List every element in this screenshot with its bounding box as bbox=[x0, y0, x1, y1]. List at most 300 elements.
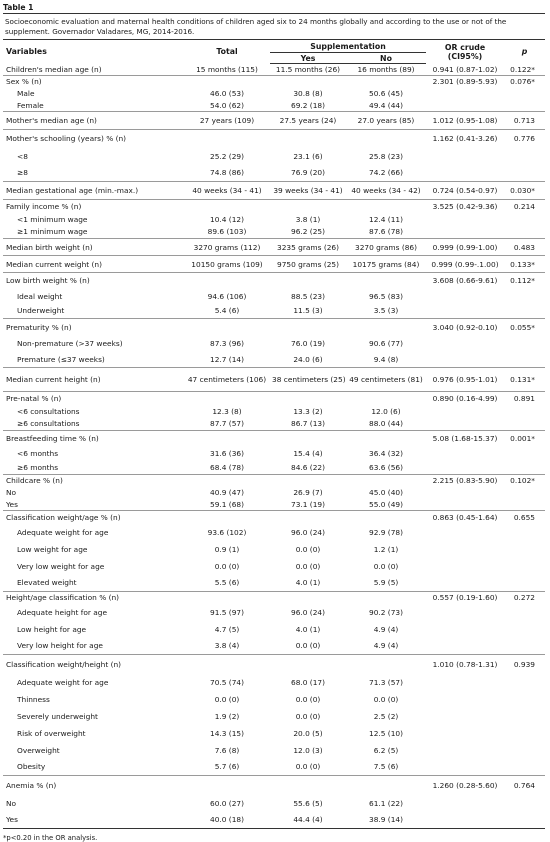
row-no-value: 4.9 (4) bbox=[373, 624, 399, 634]
row-variable-label: Low height for age bbox=[17, 624, 87, 634]
row-no-value: 25.8 (23) bbox=[369, 151, 403, 161]
row-variable-label: Severely underweight bbox=[17, 711, 98, 721]
table-row bbox=[3, 304, 545, 319]
row-yes-value: 0.0 (0) bbox=[295, 711, 321, 721]
row-yes-value: 24.0 (6) bbox=[293, 354, 323, 364]
row-or-value bbox=[426, 499, 504, 511]
row-p-value bbox=[504, 558, 545, 575]
table-row bbox=[3, 148, 545, 165]
row-p-value bbox=[504, 691, 545, 708]
table-row bbox=[3, 130, 545, 148]
header-supplementation: Supplementation bbox=[270, 40, 426, 53]
row-p-value bbox=[504, 100, 545, 112]
row-yes-value: 13.3 (2) bbox=[293, 406, 323, 416]
row-p-value bbox=[504, 638, 545, 655]
row-no-value: 49.4 (44) bbox=[369, 100, 403, 110]
row-variable-label: Ideal weight bbox=[17, 291, 63, 301]
table-row bbox=[3, 592, 545, 604]
table-row bbox=[3, 499, 545, 511]
row-p-value bbox=[504, 418, 545, 431]
row-variable-label: Male bbox=[17, 89, 35, 98]
table-row bbox=[3, 273, 545, 289]
row-total-value: 87.7 (57) bbox=[210, 419, 244, 429]
row-p-value: 0.133* bbox=[504, 256, 545, 273]
row-or-value bbox=[426, 336, 504, 352]
row-p-value: 0.764 bbox=[504, 776, 545, 795]
row-yes-value: 0.0 (0) bbox=[295, 694, 321, 704]
row-or-value bbox=[426, 691, 504, 708]
row-total-value: 27 years (109) bbox=[184, 112, 270, 130]
table-row bbox=[3, 759, 545, 776]
row-or-value: 1.260 (0.28-5.60) bbox=[426, 776, 504, 795]
row-no-value bbox=[346, 392, 426, 405]
row-total-value: 3270 grams (112) bbox=[184, 239, 270, 256]
row-variable-label: Anemia % (n) bbox=[3, 776, 184, 795]
row-or-value bbox=[426, 418, 504, 431]
row-yes-value bbox=[270, 319, 346, 336]
row-p-value: 0.122* bbox=[510, 64, 535, 74]
table-row bbox=[3, 487, 545, 499]
row-total-value: 0.0 (0) bbox=[214, 561, 240, 571]
row-yes-value: 3235 grams (26) bbox=[270, 239, 346, 256]
row-total-value: 40 weeks (34 - 41) bbox=[184, 182, 270, 200]
table-row bbox=[3, 165, 545, 182]
row-no-value: 71.3 (57) bbox=[369, 677, 403, 687]
row-yes-value: 23.1 (6) bbox=[293, 151, 323, 161]
row-variable-label: Median birth weight (n) bbox=[3, 239, 184, 256]
row-total-value: 5.4 (6) bbox=[214, 306, 240, 316]
row-p-value bbox=[504, 708, 545, 725]
row-yes-value: 39 weeks (34 - 41) bbox=[270, 182, 346, 200]
row-p-value bbox=[504, 795, 545, 812]
row-total-value bbox=[184, 319, 270, 336]
row-no-value: 38.9 (14) bbox=[346, 812, 426, 829]
row-or-value bbox=[426, 604, 504, 621]
row-total-value: 40.0 (18) bbox=[184, 812, 270, 829]
row-total-value: 25.2 (29) bbox=[210, 151, 244, 161]
row-no-value bbox=[346, 273, 426, 289]
row-variable-label: Female bbox=[17, 100, 44, 110]
row-no-value: 16 months (89) bbox=[357, 65, 415, 74]
header-p bbox=[504, 40, 545, 64]
table-row bbox=[3, 289, 545, 304]
row-total-value: 5.5 (6) bbox=[214, 578, 240, 588]
row-no-value: 40 weeks (34 - 42) bbox=[346, 182, 426, 200]
row-no-value bbox=[346, 475, 426, 487]
row-yes-value bbox=[270, 592, 346, 604]
row-yes-value bbox=[270, 130, 346, 148]
table-row bbox=[3, 76, 545, 88]
row-p-value bbox=[504, 304, 545, 319]
row-no-value bbox=[346, 431, 426, 447]
row-no-value: 96.5 (83) bbox=[369, 291, 403, 301]
row-or-value: 5.08 (1.68-15.37) bbox=[426, 431, 504, 447]
row-p-value bbox=[504, 289, 545, 304]
row-yes-value: 0.0 (0) bbox=[295, 544, 321, 554]
row-total-value bbox=[184, 76, 270, 88]
table-row bbox=[3, 213, 545, 226]
table-row bbox=[3, 524, 545, 541]
row-variable-label: Thinness bbox=[17, 694, 50, 704]
row-no-value: 5.9 (5) bbox=[373, 578, 399, 588]
row-variable-label: Yes bbox=[6, 499, 18, 509]
row-p-value bbox=[504, 352, 545, 368]
row-total-value: 91.5 (97) bbox=[210, 607, 244, 617]
row-or-value bbox=[426, 708, 504, 725]
row-p-value: 0.655 bbox=[504, 511, 545, 524]
row-or-value bbox=[426, 405, 504, 418]
row-yes-value: 86.7 (13) bbox=[291, 419, 325, 429]
row-or-value: 1.012 (0.95-1.08) bbox=[426, 112, 504, 130]
row-yes-value: 11.5 (3) bbox=[293, 306, 323, 316]
row-or-value bbox=[426, 575, 504, 592]
table-row bbox=[3, 725, 545, 742]
row-no-value: 6.2 (5) bbox=[373, 745, 399, 755]
row-or-value bbox=[426, 759, 504, 776]
row-yes-value bbox=[270, 273, 346, 289]
row-or-value: 0.724 (0.54-0.97) bbox=[426, 182, 504, 200]
table-row bbox=[3, 319, 545, 336]
row-total-value bbox=[184, 431, 270, 447]
row-variable-label: Family income % (n) bbox=[3, 200, 184, 213]
row-or-value bbox=[426, 461, 504, 475]
row-yes-value: 76.9 (20) bbox=[291, 168, 325, 178]
row-or-value: 0.999 (0.99-.1.00) bbox=[426, 256, 504, 273]
table-row bbox=[3, 742, 545, 759]
table-row bbox=[3, 776, 545, 795]
row-no-value bbox=[346, 592, 426, 604]
row-total-value: 14.3 (15) bbox=[210, 728, 244, 738]
row-or-value bbox=[426, 558, 504, 575]
row-variable-label: Breastfeeding time % (n) bbox=[3, 431, 184, 447]
table-footnote: *p<0.20 in the OR analysis. bbox=[3, 834, 98, 842]
row-p-value: 0.076* bbox=[504, 76, 545, 88]
row-or-value bbox=[426, 304, 504, 319]
row-no-value: 49 centimeters (81) bbox=[346, 368, 426, 392]
row-p-value bbox=[504, 575, 545, 592]
row-no-value: 10175 grams (84) bbox=[346, 256, 426, 273]
row-no-value: 61.1 (22) bbox=[369, 798, 403, 808]
row-p-value: 0.776 bbox=[504, 130, 545, 148]
table-header bbox=[3, 40, 545, 64]
header-or-crude: OR crude (CI95%) bbox=[426, 40, 504, 64]
table-row bbox=[3, 558, 545, 575]
row-p-value bbox=[504, 742, 545, 759]
row-or-value: 1.010 (0.78-1.31) bbox=[426, 655, 504, 674]
row-total-value: 10150 grams (109) bbox=[184, 256, 270, 273]
table-row bbox=[3, 336, 545, 352]
row-yes-value bbox=[270, 431, 346, 447]
row-or-value bbox=[426, 524, 504, 541]
row-yes-value: 27.5 years (24) bbox=[270, 112, 346, 130]
row-p-value bbox=[504, 759, 545, 776]
row-total-value: 40.9 (47) bbox=[210, 488, 244, 497]
row-p-value bbox=[504, 812, 545, 829]
row-yes-value bbox=[270, 76, 346, 88]
row-or-value bbox=[426, 742, 504, 759]
row-p-value: 0.483 bbox=[504, 239, 545, 256]
row-p-value: 0.713 bbox=[504, 112, 545, 130]
row-yes-value: 55.6 (5) bbox=[293, 798, 323, 808]
row-no-value bbox=[346, 200, 426, 213]
row-no-value bbox=[346, 776, 426, 795]
row-yes-value: 3.8 (1) bbox=[295, 214, 321, 224]
row-p-value: 0.055* bbox=[504, 319, 545, 336]
row-variable-label: Elevated weight bbox=[17, 578, 77, 588]
row-p-value bbox=[504, 165, 545, 182]
row-total-value: 5.7 (6) bbox=[214, 762, 240, 772]
table-caption: Socioeconomic evaluation and maternal health conditions of children aged six to 24 months globally and according to the use or not of the supplement. Governador Valadares, MG, 2014-2016. bbox=[3, 13, 545, 39]
row-variable-label: Very low weight for age bbox=[17, 561, 105, 571]
row-p-value bbox=[504, 674, 545, 691]
table-row bbox=[3, 64, 545, 76]
row-or-value bbox=[426, 213, 504, 226]
row-yes-value: 0.0 (0) bbox=[295, 641, 321, 651]
row-p-value: 0.939 bbox=[504, 655, 545, 674]
row-no-value: 3270 grams (86) bbox=[346, 239, 426, 256]
row-no-value bbox=[346, 319, 426, 336]
row-p-value bbox=[504, 487, 545, 499]
row-p-value bbox=[504, 461, 545, 475]
row-or-value: 0.941 (0.87-1.02) bbox=[432, 64, 498, 74]
row-variable-label: Children's median age (n) bbox=[6, 64, 102, 74]
row-yes-value: 4.0 (1) bbox=[295, 624, 321, 634]
row-variable-label: Sex % (n) bbox=[3, 76, 184, 88]
row-or-value: 3.525 (0.42-9.36) bbox=[426, 200, 504, 213]
row-yes-value: 96.0 (24) bbox=[291, 527, 325, 537]
table-row bbox=[3, 100, 545, 112]
row-total-value bbox=[184, 776, 270, 795]
row-yes-value: 96.2 (25) bbox=[291, 227, 325, 237]
row-total-value: 89.6 (103) bbox=[207, 227, 247, 237]
row-yes-value: 11.5 months (26) bbox=[275, 65, 341, 74]
row-yes-value bbox=[270, 511, 346, 524]
row-total-value: 70.5 (74) bbox=[210, 677, 244, 687]
row-or-value bbox=[426, 725, 504, 742]
row-total-value: 68.4 (78) bbox=[210, 462, 244, 472]
row-total-value: 3.8 (4) bbox=[214, 641, 240, 651]
row-p-value bbox=[504, 405, 545, 418]
row-p-value bbox=[504, 499, 545, 511]
row-total-value bbox=[184, 655, 270, 674]
table-row bbox=[3, 418, 545, 431]
row-no-value: 55.0 (49) bbox=[369, 499, 403, 509]
row-total-value: 46.0 (53) bbox=[210, 89, 244, 98]
table-row bbox=[3, 575, 545, 592]
table-row bbox=[3, 795, 545, 812]
table-body bbox=[3, 64, 545, 829]
row-total-value: 60.0 (27) bbox=[210, 798, 244, 808]
row-total-value: 31.6 (36) bbox=[210, 449, 244, 458]
row-or-value: 0.890 (0.16-4.99) bbox=[426, 392, 504, 405]
row-variable-label: Mother's median age (n) bbox=[3, 112, 184, 130]
row-variable-label: ≥8 bbox=[17, 168, 28, 178]
table-row bbox=[3, 405, 545, 418]
row-p-value bbox=[504, 336, 545, 352]
table-row bbox=[3, 447, 545, 461]
row-total-value bbox=[184, 392, 270, 405]
row-or-value bbox=[426, 812, 504, 829]
row-or-value: 3.608 (0.66-9.61) bbox=[426, 273, 504, 289]
row-no-value: 50.6 (45) bbox=[369, 89, 403, 98]
row-yes-value bbox=[270, 776, 346, 795]
row-total-value bbox=[184, 200, 270, 213]
table-row bbox=[3, 621, 545, 638]
row-yes-value: 0.0 (0) bbox=[295, 762, 321, 772]
row-variable-label: Mother's schooling (years) % (n) bbox=[3, 130, 184, 148]
row-p-value bbox=[504, 621, 545, 638]
row-no-value: 9.4 (8) bbox=[373, 354, 399, 364]
table-row bbox=[3, 691, 545, 708]
row-p-value bbox=[504, 226, 545, 239]
row-p-value bbox=[504, 541, 545, 558]
row-yes-value: 30.8 (8) bbox=[293, 89, 323, 98]
row-no-value: 12.5 (10) bbox=[369, 728, 403, 738]
table-row bbox=[3, 511, 545, 524]
row-yes-value: 38 centimeters (25) bbox=[270, 368, 346, 392]
table-row bbox=[3, 674, 545, 691]
data-table bbox=[3, 39, 545, 829]
row-or-value bbox=[426, 487, 504, 499]
row-or-value bbox=[426, 638, 504, 655]
row-p-value bbox=[504, 604, 545, 621]
row-or-value: 2.215 (0.83-5.90) bbox=[426, 475, 504, 487]
row-no-value: 88.0 (44) bbox=[369, 419, 403, 429]
table-row bbox=[3, 812, 545, 829]
table-row bbox=[3, 88, 545, 100]
header-p-text: p bbox=[521, 47, 528, 57]
row-variable-label: No bbox=[6, 488, 17, 497]
row-variable-label: Childcare % (n) bbox=[3, 475, 184, 487]
row-variable-label: <8 bbox=[17, 151, 28, 161]
table-row bbox=[3, 431, 545, 447]
row-no-value: 0.0 (0) bbox=[373, 561, 399, 571]
row-yes-value bbox=[270, 200, 346, 213]
row-variable-label: Overweight bbox=[17, 745, 60, 755]
row-yes-value: 88.5 (23) bbox=[291, 291, 325, 301]
row-variable-label: Low birth weight % (n) bbox=[3, 273, 184, 289]
table-row bbox=[3, 352, 545, 368]
row-variable-label: Classification weight/age % (n) bbox=[3, 511, 184, 524]
row-or-value bbox=[426, 165, 504, 182]
row-variable-label: Adequate weight for age bbox=[17, 527, 109, 537]
row-p-value bbox=[504, 148, 545, 165]
row-total-value: 54.0 (62) bbox=[210, 100, 244, 110]
row-no-value: 90.2 (73) bbox=[369, 607, 403, 617]
row-variable-label: Median current height (n) bbox=[3, 368, 184, 392]
row-no-value: 63.6 (56) bbox=[369, 462, 403, 472]
table-row bbox=[3, 226, 545, 239]
table-label: Table 1 bbox=[3, 3, 34, 12]
row-variable-label: Adequate height for age bbox=[17, 607, 108, 617]
row-total-value: 1.9 (2) bbox=[214, 711, 240, 721]
row-variable-label: Underweight bbox=[17, 306, 65, 316]
row-or-value: 3.040 (0.92-0.10) bbox=[426, 319, 504, 336]
row-p-value: 0.214 bbox=[504, 200, 545, 213]
header-total: Total bbox=[184, 40, 270, 64]
table-row bbox=[3, 368, 545, 392]
row-no-value: 0.0 (0) bbox=[373, 694, 399, 704]
table-row bbox=[3, 256, 545, 273]
row-or-value: 0.557 (0.19-1.60) bbox=[426, 592, 504, 604]
row-total-value: 12.7 (14) bbox=[210, 354, 244, 364]
row-p-value bbox=[504, 213, 545, 226]
row-total-value bbox=[184, 273, 270, 289]
row-variable-label: Non-premature (>37 weeks) bbox=[17, 339, 123, 348]
row-no-value: 12.4 (11) bbox=[369, 214, 403, 224]
row-yes-value: 84.6 (22) bbox=[291, 462, 325, 472]
table-row bbox=[3, 392, 545, 405]
row-p-value bbox=[504, 524, 545, 541]
row-variable-label: Median current weight (n) bbox=[3, 256, 184, 273]
row-p-value: 0.030* bbox=[504, 182, 545, 200]
row-or-value bbox=[426, 100, 504, 112]
row-yes-value: 9750 grams (25) bbox=[270, 256, 346, 273]
row-no-value: 74.2 (66) bbox=[369, 168, 403, 178]
row-or-value bbox=[426, 674, 504, 691]
table-row bbox=[3, 638, 545, 655]
table-row bbox=[3, 655, 545, 674]
row-p-value: 0.891 bbox=[504, 392, 545, 405]
row-no-value: 87.6 (78) bbox=[369, 227, 403, 237]
row-total-value: 94.6 (106) bbox=[207, 291, 247, 301]
table-row bbox=[3, 541, 545, 558]
row-no-value: 90.6 (77) bbox=[369, 339, 403, 348]
row-yes-value bbox=[270, 655, 346, 674]
table-row bbox=[3, 475, 545, 487]
row-no-value: 7.5 (6) bbox=[373, 762, 399, 772]
row-or-value bbox=[426, 621, 504, 638]
table-row bbox=[3, 239, 545, 256]
row-total-value bbox=[184, 130, 270, 148]
row-or-value bbox=[426, 289, 504, 304]
row-variable-label: ≥1 minimum wage bbox=[17, 227, 88, 237]
row-or-value: 0.976 (0.95-1.01) bbox=[426, 368, 504, 392]
row-p-value: 0.001* bbox=[504, 431, 545, 447]
row-total-value: 10.4 (12) bbox=[210, 214, 244, 224]
row-total-value: 0.0 (0) bbox=[214, 694, 240, 704]
row-total-value: 59.1 (68) bbox=[210, 499, 244, 509]
row-variable-label: Risk of overweight bbox=[17, 728, 86, 738]
row-or-value: 1.162 (0.41-3.26) bbox=[426, 130, 504, 148]
row-variable-label: Pre-natal % (n) bbox=[3, 392, 184, 405]
table-figure bbox=[3, 2, 545, 842]
row-or-value bbox=[426, 226, 504, 239]
row-or-value bbox=[426, 352, 504, 368]
row-total-value: 93.6 (102) bbox=[207, 527, 247, 537]
row-yes-value: 26.9 (7) bbox=[293, 488, 323, 497]
row-total-value: 47 centimeters (106) bbox=[184, 368, 270, 392]
row-no-value: 36.4 (32) bbox=[369, 449, 403, 458]
row-p-value: 0.102* bbox=[504, 475, 545, 487]
row-or-value: 2.301 (0.89-5.93) bbox=[426, 76, 504, 88]
row-yes-value: 44.4 (4) bbox=[270, 812, 346, 829]
row-yes-value: 20.0 (5) bbox=[293, 728, 323, 738]
row-total-value: 4.7 (5) bbox=[214, 624, 240, 634]
table-row bbox=[3, 182, 545, 200]
row-p-value bbox=[504, 725, 545, 742]
row-or-value: 0.999 (0.99-1.00) bbox=[426, 239, 504, 256]
row-variable-label: <6 consultations bbox=[17, 406, 80, 416]
row-no-value: 92.9 (78) bbox=[369, 527, 403, 537]
row-or-value bbox=[426, 148, 504, 165]
table-row bbox=[3, 200, 545, 213]
row-variable-label: ≥6 months bbox=[17, 462, 59, 472]
row-no-value: 12.0 (6) bbox=[371, 406, 401, 416]
row-no-value bbox=[346, 130, 426, 148]
table-row bbox=[3, 461, 545, 475]
row-variable-label: <1 minimum wage bbox=[17, 214, 88, 224]
